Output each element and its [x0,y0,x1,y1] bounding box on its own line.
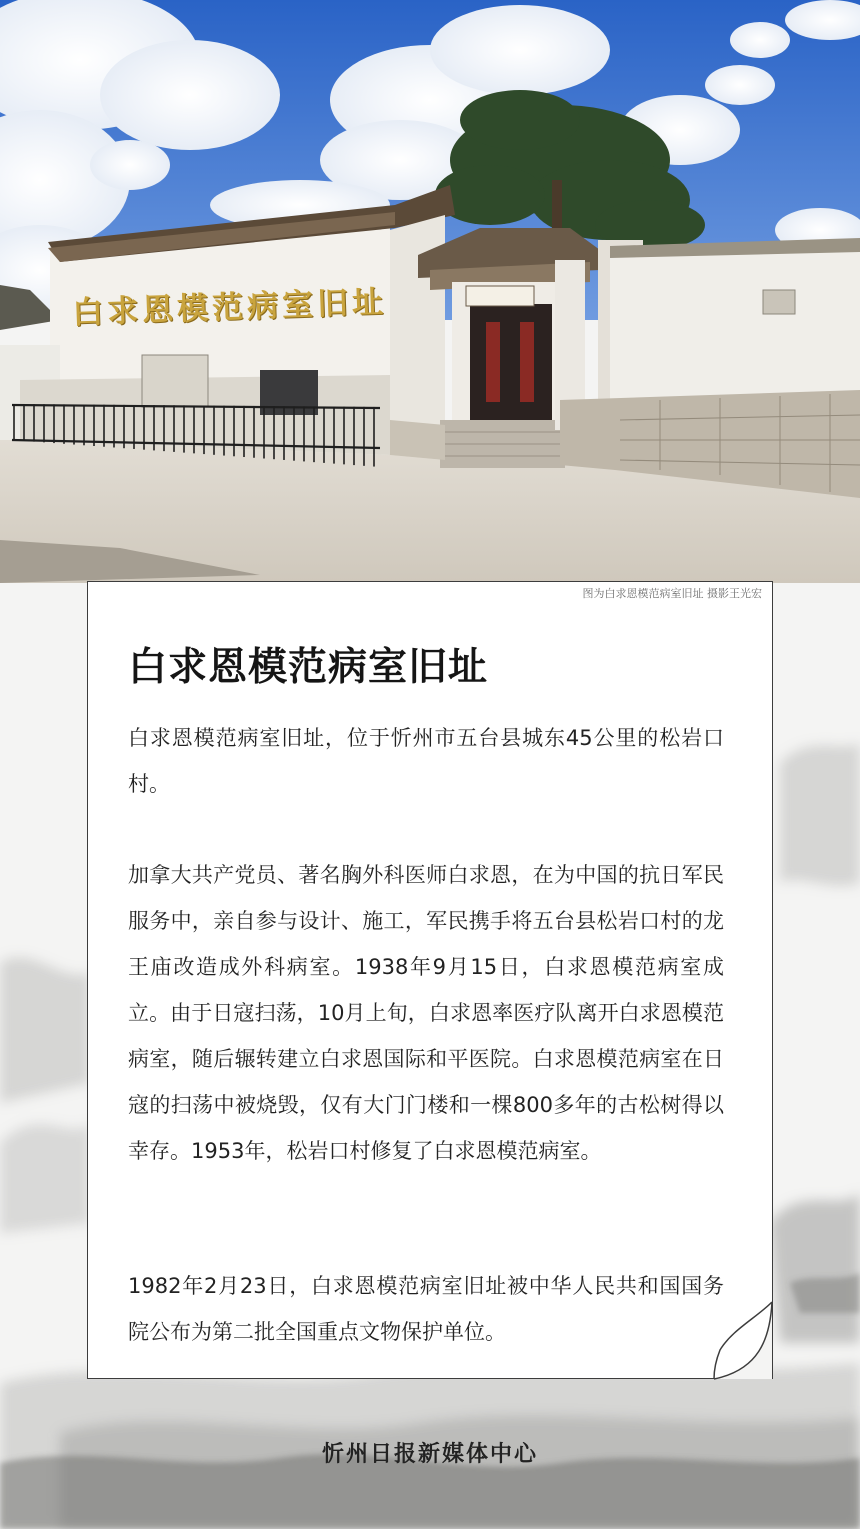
paragraph-history: 加拿大共产党员、著名胸外科医师白求恩，在为中国的抗日军民服务中，亲自参与设计、施工，军民携手将五台县松岩口村的龙王庙改造成外科病室。1938年9月15日，白求恩模范病室成立。由于日寇扫荡，10月上旬，白求恩率医疗队离开白求恩模范病室，随后辗转建立白求恩国际和平医院。白求恩模范病室在日寇的扫荡中被烧毁，仅有大门门楼和一棵800多年的古松树得以幸存。1953年，松岩口村修复了白求恩模范病室。 [128,863,724,1163]
source-credit: 忻州日报新媒体中心 [321,1442,538,1467]
paragraph-location: 白求恩模范病室旧址，位于忻州市五台县城东45公里的松岩口村。 [128,726,724,796]
article-title: 白求恩模范病室旧址 [128,645,489,690]
photo-caption: 图为白求恩模范病室旧址 摄影王光宏 [582,587,762,600]
building-sign-text: 白求恩模范病室旧址 [71,284,388,332]
site-photo [0,0,860,583]
paragraph-heritage-status: 1982年2月23日，白求恩模范病室旧址被中华人民共和国国务院公布为第二批全国重点文物保护单位。 [128,1274,724,1344]
